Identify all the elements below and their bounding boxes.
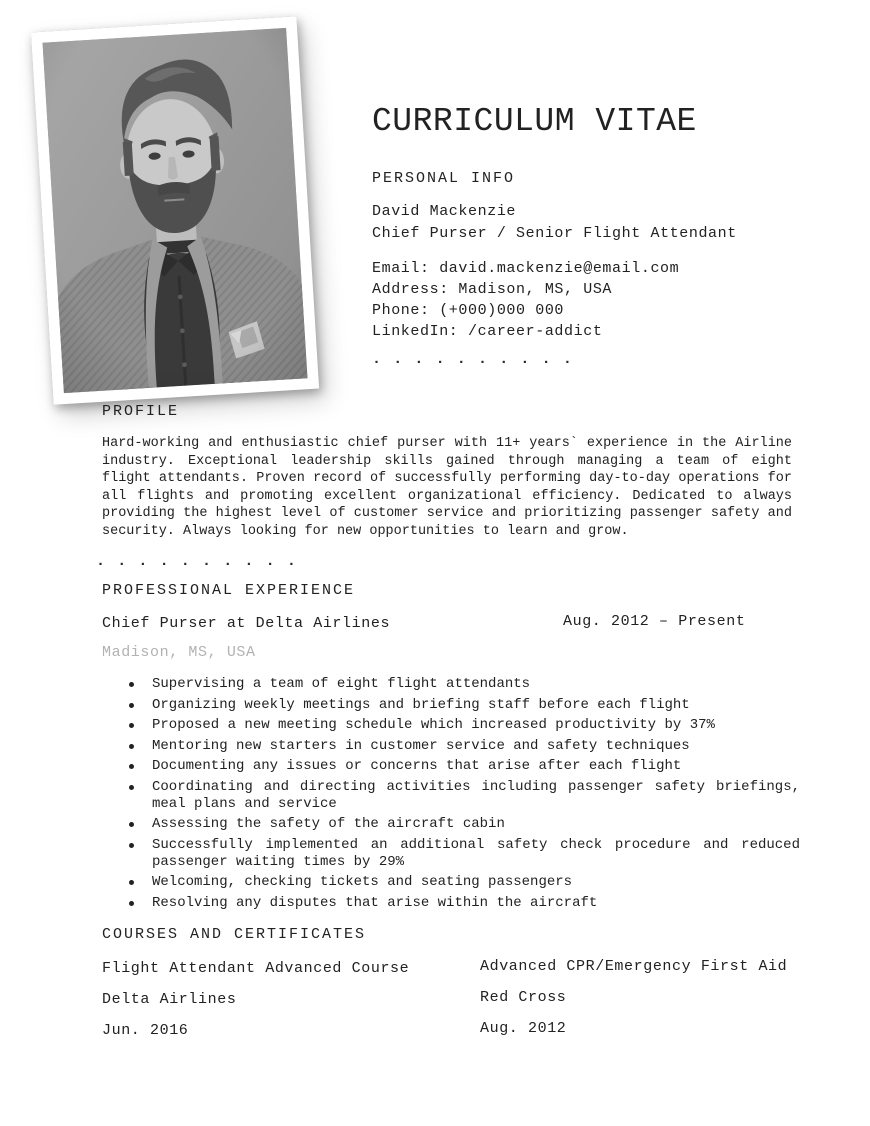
experience-bullet-item: Coordinating and directing activities including passenger safety briefings, meal plans and service bbox=[102, 779, 800, 813]
contact-email: Email: david.mackenzie@email.com bbox=[372, 260, 680, 277]
courses-grid bbox=[102, 959, 800, 1049]
profile-photo bbox=[31, 16, 319, 405]
job-date-range: Aug. 2012 – Present bbox=[563, 613, 746, 630]
profile-photo-image bbox=[43, 28, 308, 393]
experience-bullet-item: Mentoring new starters in customer service and safety techniques bbox=[102, 738, 800, 755]
course-organization: Red Cross bbox=[480, 989, 567, 1006]
profile-summary: Hard-working and enthusiastic chief purser with 11+ years` experience in the Airline industry. Exceptional leadership skills gained through managing a team of eight flight attendants. Proven record of successfully performing day-to-day operations for all flights and promoting excellent organizational efficiency. Dedicated to always providing the highest level of customer service and prioritizing passenger safety and security. Always looking for new opportunities to learn and grow. bbox=[102, 436, 792, 539]
experience-bullet-item: Assessing the safety of the aircraft cabin bbox=[102, 816, 800, 833]
experience-bullet-item: Organizing weekly meetings and briefing staff before each flight bbox=[102, 697, 800, 714]
experience-heading: PROFESSIONAL EXPERIENCE bbox=[102, 582, 356, 599]
contact-address: Address: Madison, MS, USA bbox=[372, 281, 613, 298]
course-date: Aug. 2012 bbox=[480, 1020, 567, 1037]
course-org-row bbox=[102, 990, 800, 1008]
job-title: Chief Purser at Delta Airlines bbox=[102, 615, 391, 632]
job-header-row bbox=[102, 614, 800, 632]
person-name: David Mackenzie bbox=[372, 203, 517, 220]
experience-bullet-list bbox=[102, 676, 800, 915]
course-organization: Delta Airlines bbox=[102, 991, 237, 1008]
person-role: Chief Purser / Senior Flight Attendant bbox=[372, 225, 737, 242]
page-title: CURRICULUM VITAE bbox=[372, 103, 697, 140]
experience-bullet-item: Successfully implemented an additional safety check procedure and reduced passenger waiting times by 29% bbox=[102, 837, 800, 871]
course-name: Advanced CPR/Emergency First Aid bbox=[480, 958, 788, 975]
contact-linkedin: LinkedIn: /career-addict bbox=[372, 323, 603, 340]
personal-info-heading: PERSONAL INFO bbox=[372, 170, 516, 187]
experience-bullet-item: Proposed a new meeting schedule which increased productivity by 37% bbox=[102, 717, 800, 734]
contact-block bbox=[372, 258, 679, 342]
experience-bullet-item: Welcoming, checking tickets and seating passengers bbox=[102, 874, 800, 891]
job-location: Madison, MS, USA bbox=[102, 644, 256, 661]
course-name-row bbox=[102, 959, 800, 977]
contact-phone: Phone: (+000)000 000 bbox=[372, 302, 565, 319]
course-name: Flight Attendant Advanced Course bbox=[102, 960, 410, 977]
experience-bullet-item: Resolving any disputes that arise within the aircraft bbox=[102, 895, 800, 912]
dotted-separator: . . . . . . . . . . bbox=[372, 351, 574, 368]
course-date: Jun. 2016 bbox=[102, 1022, 189, 1039]
course-date-row bbox=[102, 1021, 800, 1039]
courses-heading: COURSES AND CERTIFICATES bbox=[102, 926, 367, 943]
dotted-separator: . . . . . . . . . . bbox=[96, 553, 298, 570]
profile-heading: PROFILE bbox=[102, 403, 180, 420]
experience-bullet-item: Supervising a team of eight flight attendants bbox=[102, 676, 800, 693]
experience-bullet-item: Documenting any issues or concerns that arise after each flight bbox=[102, 758, 800, 775]
